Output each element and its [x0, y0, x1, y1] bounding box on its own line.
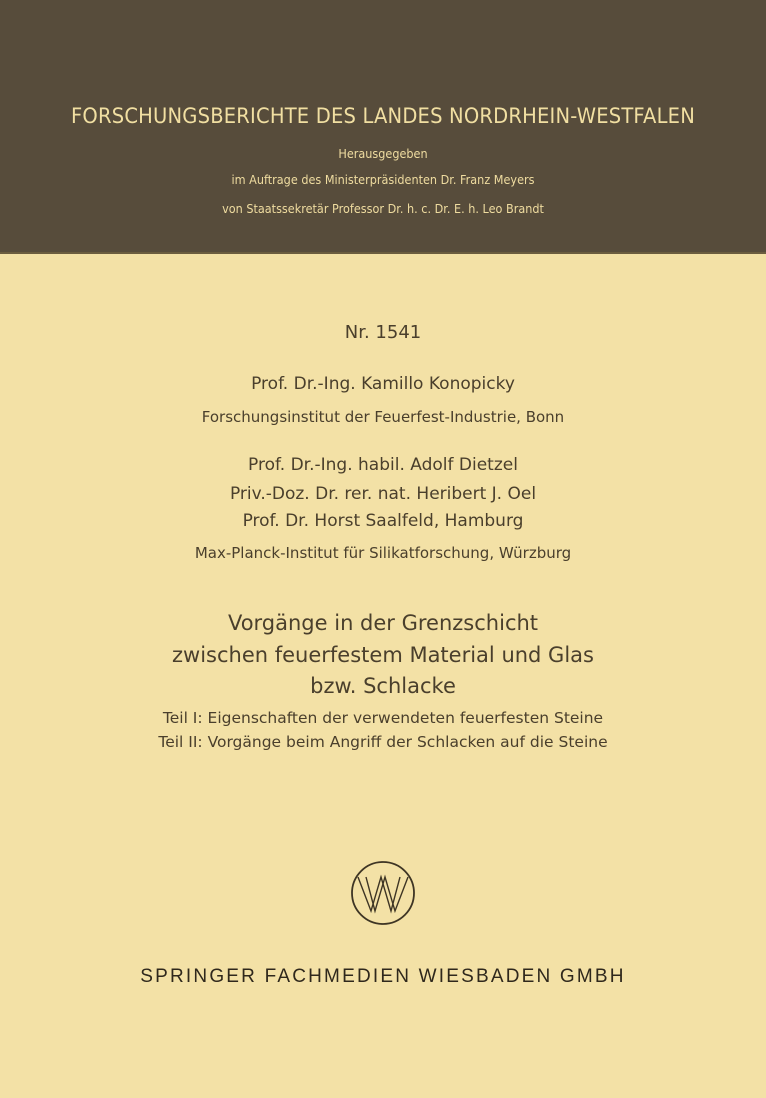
publisher-name: SPRINGER FACHMEDIEN WIESBADEN GMBH	[140, 966, 626, 987]
institution-wuerzburg: Max-Planck-Institut für Silikatforschung, Würzburg	[194, 544, 572, 562]
institution-bonn: Forschungsinstitut der Feuerfest-Industrie, Bonn	[201, 408, 565, 426]
title-line-2: zwischen feuerfestem Material und Glas	[172, 643, 594, 667]
publisher-logo-icon	[350, 860, 416, 926]
author-oel: Priv.-Doz. Dr. rer. nat. Heribert J. Oel	[229, 484, 537, 504]
title-line-1: Vorgänge in der Grenzschicht	[227, 611, 539, 635]
editor-line-2: im Auftrage des Ministerpräsidenten Dr. Franz Meyers	[231, 172, 535, 187]
author-saalfeld: Prof. Dr. Horst Saalfeld, Hamburg	[242, 511, 524, 531]
subtitle-part-2: Teil II: Vorgänge beim Angriff der Schlacken auf die Steine	[158, 733, 608, 751]
editor-line-3: von Staatssekretär Professor Dr. h. c. Dr. E. h. Leo Brandt	[222, 201, 544, 216]
author-dietzel: Prof. Dr.-Ing. habil. Adolf Dietzel	[248, 455, 518, 475]
subtitle-part-1: Teil I: Eigenschaften der verwendeten feuerfesten Steine	[162, 709, 604, 727]
author-konopicky: Prof. Dr.-Ing. Kamillo Konopicky	[251, 374, 515, 394]
title-line-3: bzw. Schlacke	[310, 674, 456, 698]
report-number: Nr. 1541	[344, 322, 422, 343]
series-title: FORSCHUNGSBERICHTE DES LANDES NORDRHEIN-WESTFALEN	[70, 104, 696, 128]
series-header-band	[0, 0, 766, 254]
editor-line-1: Herausgegeben	[338, 146, 428, 161]
